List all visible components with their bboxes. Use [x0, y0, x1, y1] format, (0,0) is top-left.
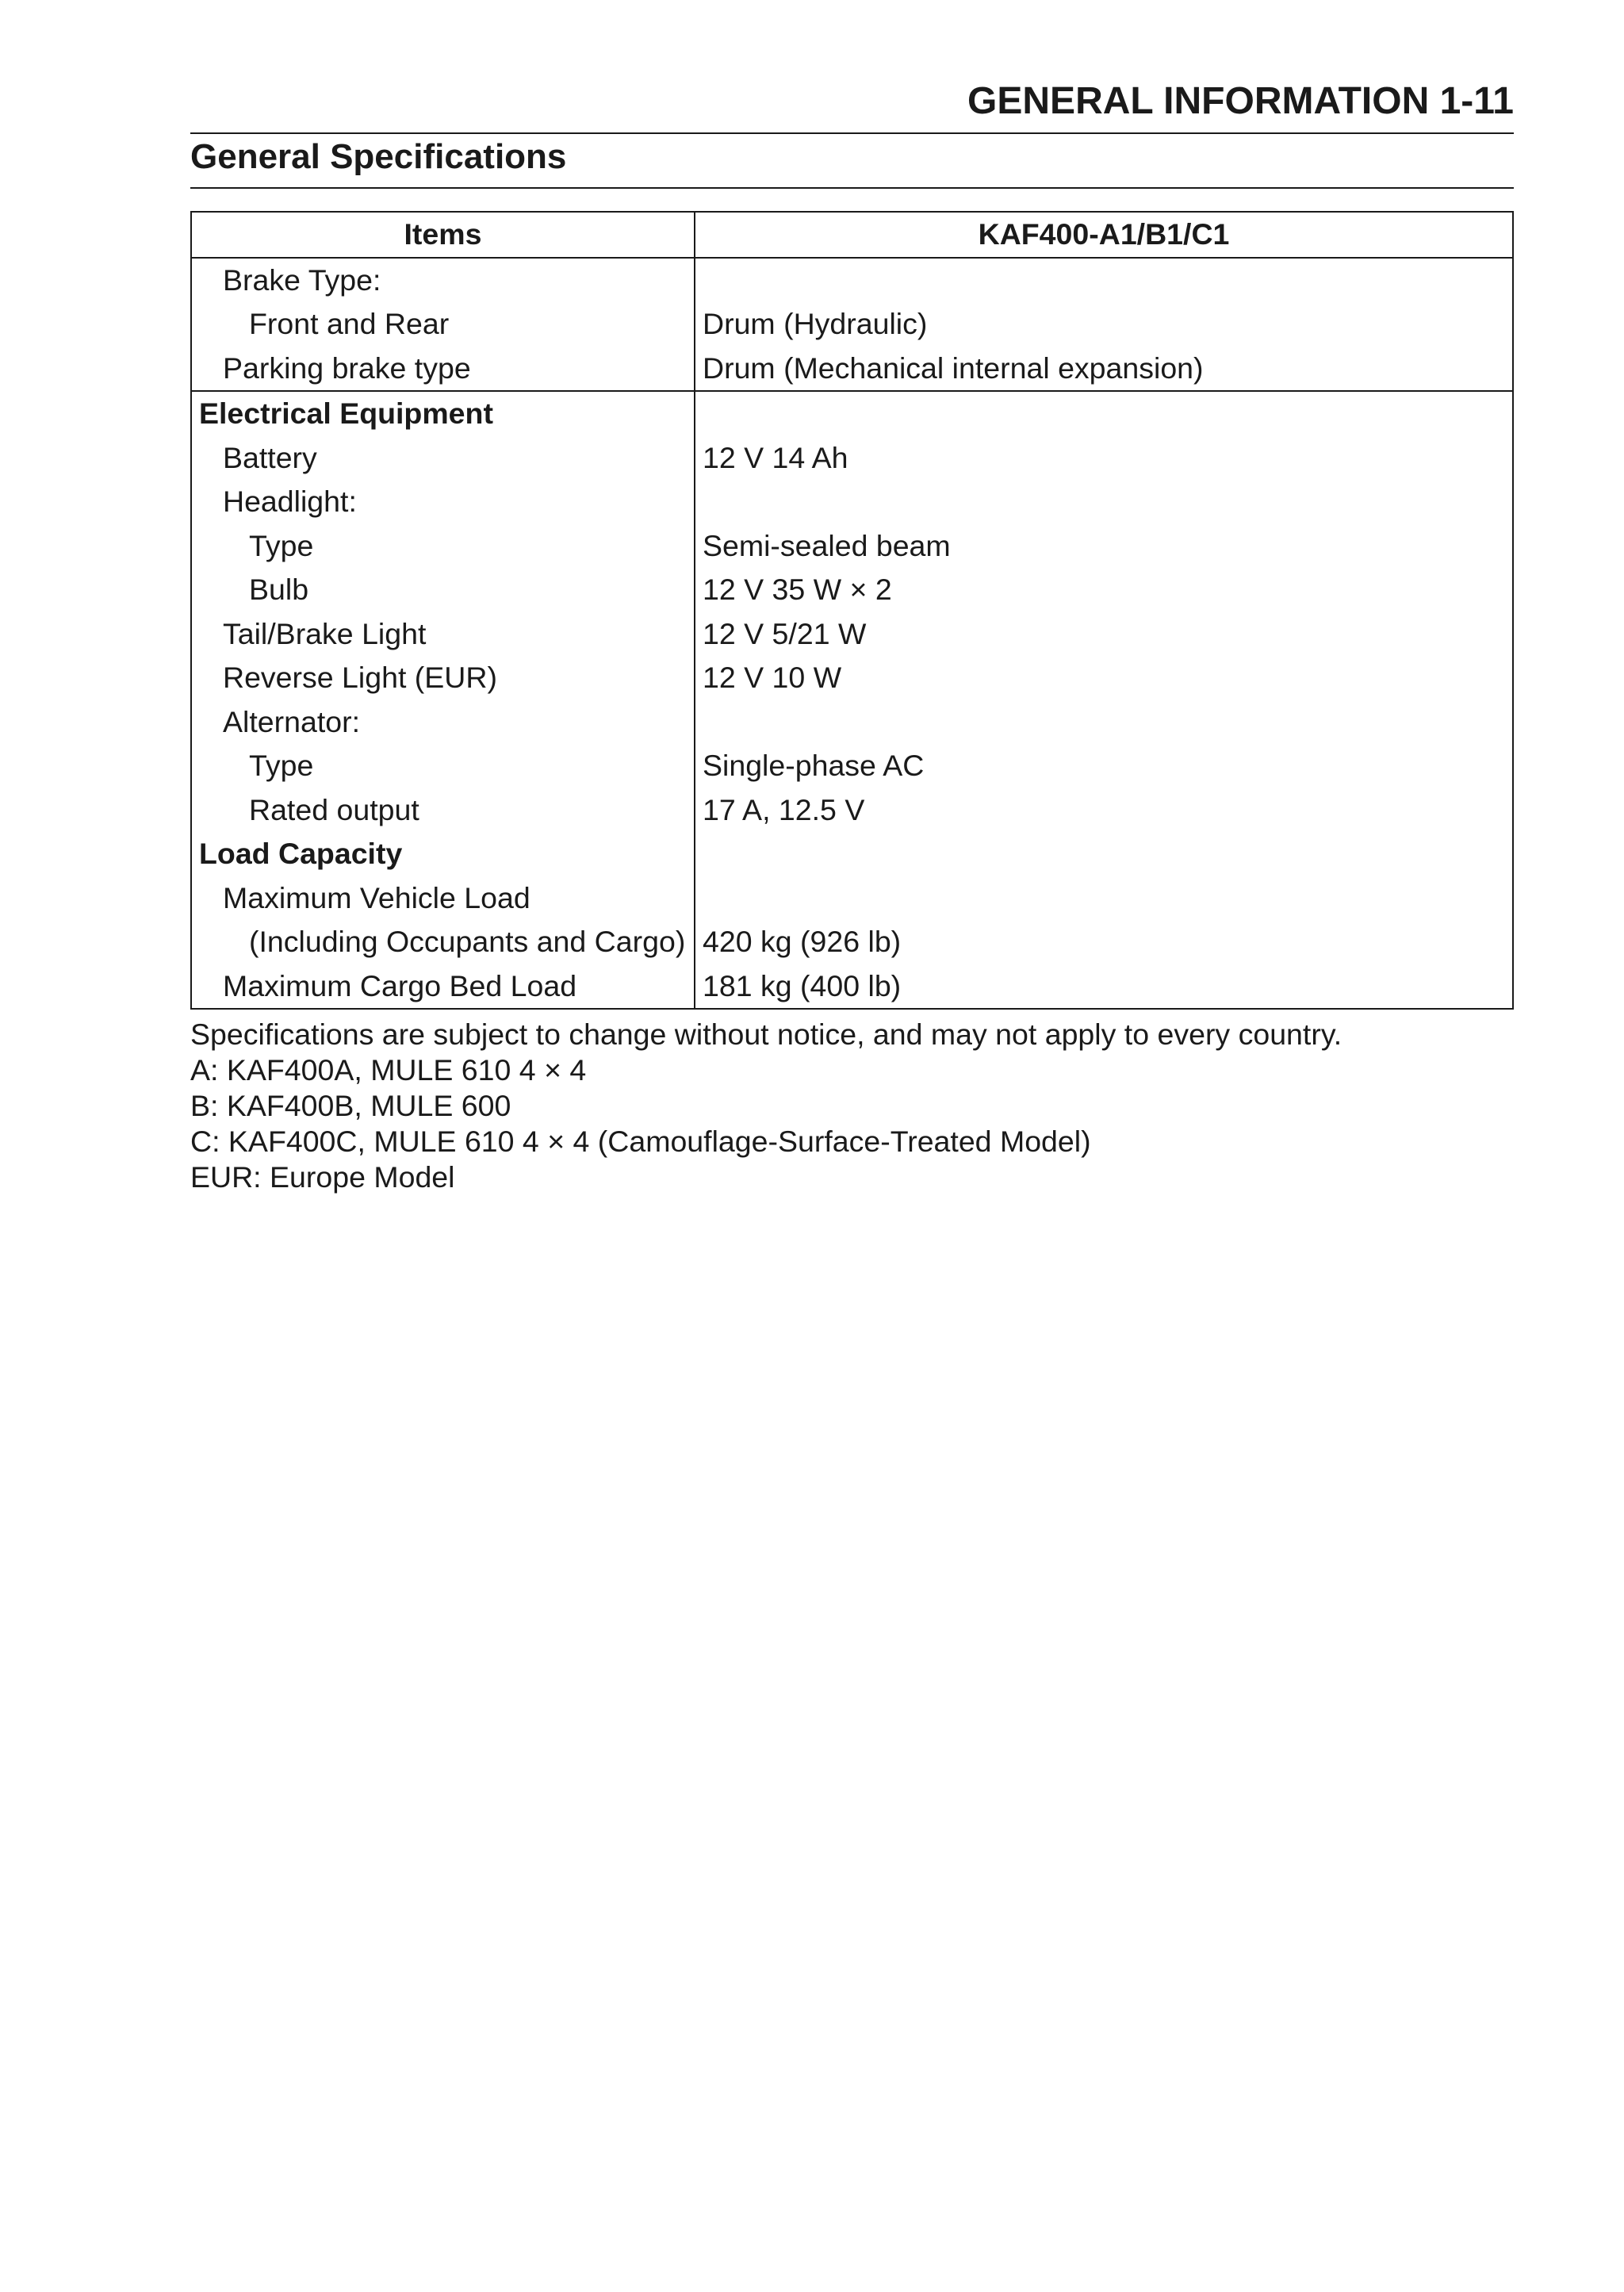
spec-value: Drum (Mechanical internal expansion) — [703, 351, 1204, 385]
spec-value: 17 A, 12.5 V — [703, 792, 865, 826]
row-headlight — [192, 480, 1512, 524]
spec-item-label: (Including Occupants and Cargo) — [192, 920, 695, 964]
spec-value: 12 V 5/21 W — [703, 616, 867, 650]
empty-value-cell — [695, 480, 1512, 524]
row-including-occupants-and-cargo — [192, 920, 1512, 964]
spec-category-label: Load Capacity — [192, 832, 695, 876]
footnote-disclaimer: Specifications are subject to change without notice, and may not apply to every country. — [190, 1018, 1342, 1051]
spec-item-label: Battery — [192, 436, 695, 481]
running-header-title: GENERAL INFORMATION 1-11 — [967, 80, 1514, 122]
spec-item-label: Type — [192, 524, 695, 569]
row-reverse-light — [192, 656, 1512, 700]
row-alternator-type — [192, 744, 1512, 788]
table-footnotes — [190, 1017, 1514, 1195]
row-tail-brake-light — [192, 612, 1512, 657]
section-title: General Specifications — [190, 137, 567, 176]
row-headlight-bulb — [192, 568, 1512, 612]
spec-item-label: Front and Rear — [192, 302, 695, 347]
empty-value-cell — [695, 876, 1512, 921]
footnote-model-a: A: KAF400A, MULE 610 4 × 4 — [190, 1053, 587, 1087]
spec-item-label: Type — [192, 744, 695, 788]
row-maximum-cargo-bed-load — [192, 964, 1512, 1009]
spec-item-label: Maximum Vehicle Load — [192, 876, 695, 921]
footnote-eur: EUR: Europe Model — [190, 1160, 455, 1194]
table-section-electrical-and-load — [192, 390, 1512, 1008]
spec-item-label: Alternator: — [192, 700, 695, 745]
spec-value: 420 kg (926 lb) — [703, 925, 902, 958]
spec-item-label: Tail/Brake Light — [192, 612, 695, 657]
spec-item-label: Maximum Cargo Bed Load — [192, 964, 695, 1009]
spec-value: 12 V 10 W — [703, 661, 842, 694]
row-battery — [192, 436, 1512, 481]
table-header-row — [192, 213, 1512, 259]
row-headlight-type — [192, 524, 1512, 569]
footnote-model-c: C: KAF400C, MULE 610 4 × 4 (Camouflage-Surface-Treated Model) — [190, 1125, 1091, 1158]
spec-item-label: Bulb — [192, 568, 695, 612]
row-load-capacity-category — [192, 832, 1512, 876]
spec-value: Drum (Hydraulic) — [703, 307, 928, 340]
spec-value: Single-phase AC — [703, 749, 925, 782]
empty-value-cell — [695, 832, 1512, 876]
spec-item-label: Rated output — [192, 788, 695, 833]
row-front-and-rear — [192, 302, 1512, 347]
row-parking-brake-type — [192, 347, 1512, 391]
spec-item-label: Parking brake type — [192, 347, 695, 391]
empty-value-cell — [695, 259, 1512, 303]
spec-item-label: Brake Type: — [192, 259, 695, 303]
table-section-brakes — [192, 259, 1512, 391]
row-alternator-rated-output — [192, 788, 1512, 833]
spec-value: 181 kg (400 lb) — [703, 968, 902, 1002]
row-maximum-vehicle-load — [192, 876, 1512, 921]
row-electrical-equipment-category — [192, 392, 1512, 436]
column-header-items: Items — [192, 213, 695, 257]
row-alternator — [192, 700, 1512, 745]
spec-category-label: Electrical Equipment — [192, 392, 695, 436]
section-title-rule — [190, 187, 1514, 189]
empty-value-cell — [695, 700, 1512, 745]
spec-value: Semi-sealed beam — [703, 528, 951, 562]
spec-item-label: Headlight: — [192, 480, 695, 524]
footnote-model-b: B: KAF400B, MULE 600 — [190, 1089, 511, 1122]
spec-value: 12 V 14 Ah — [703, 440, 848, 474]
spec-item-label: Reverse Light (EUR) — [192, 656, 695, 700]
column-header-model: KAF400-A1/B1/C1 — [978, 217, 1230, 251]
specifications-table — [190, 211, 1514, 1010]
header-rule — [190, 132, 1514, 134]
spec-value: 12 V 35 W × 2 — [703, 573, 892, 606]
empty-value-cell — [695, 392, 1512, 436]
row-brake-type — [192, 259, 1512, 303]
